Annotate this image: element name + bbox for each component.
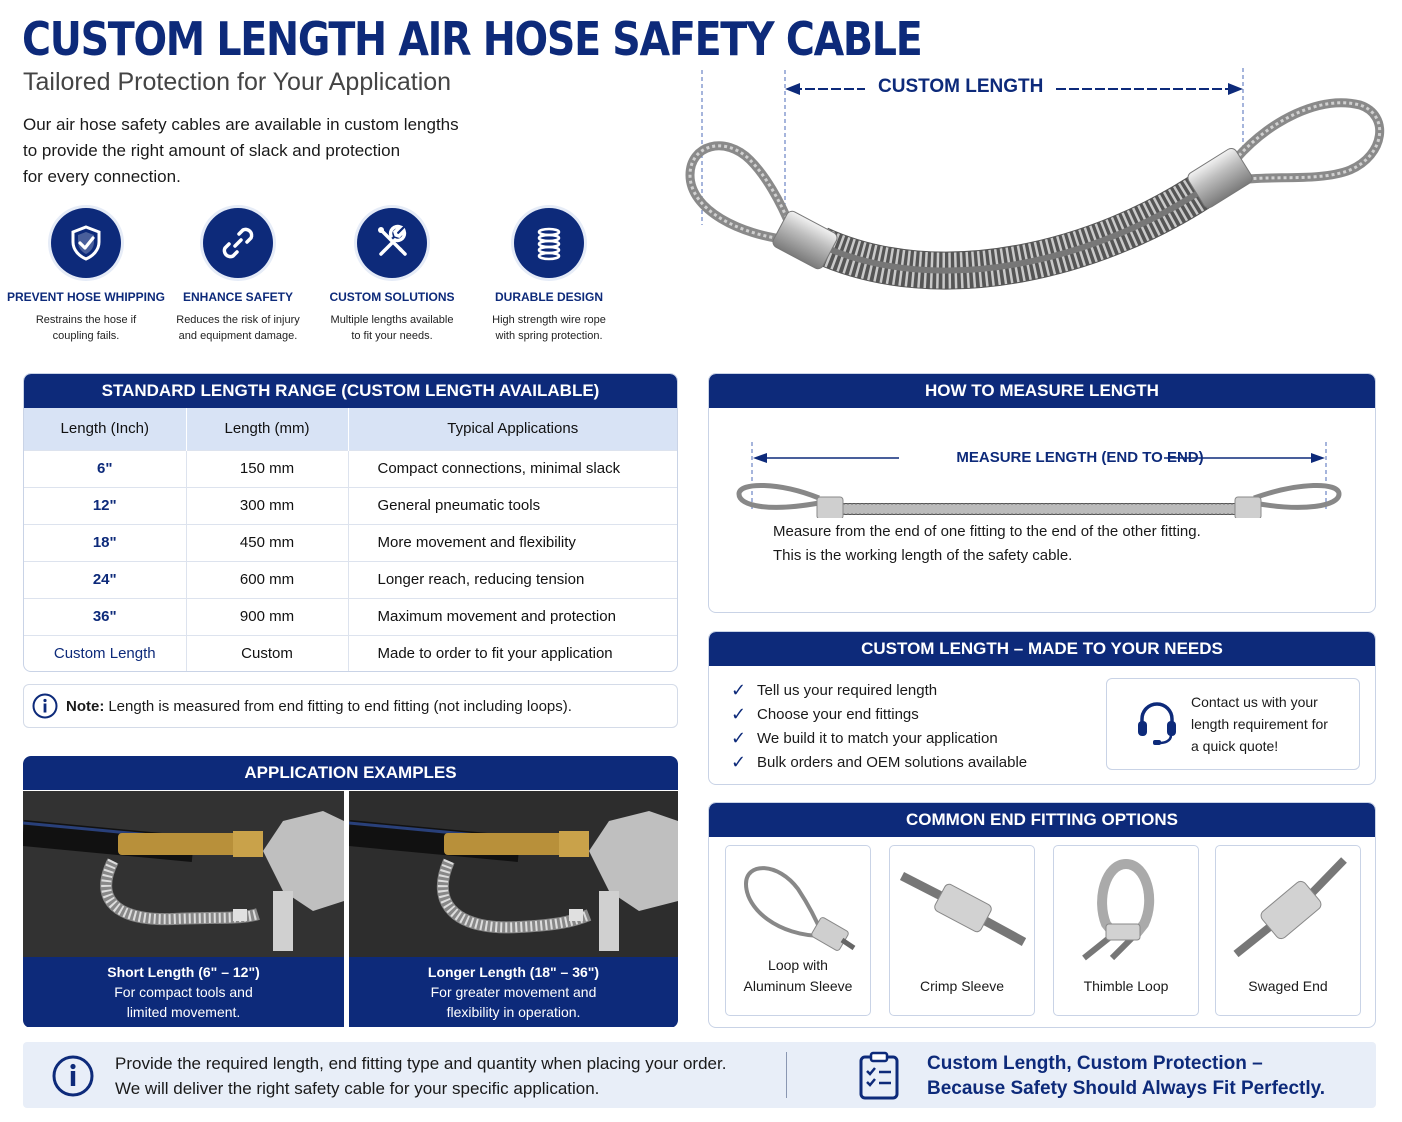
length-mm-cell: 600 mm (186, 561, 348, 598)
fitting-loop-aluminum-sleeve (725, 845, 871, 1016)
column-header: Typical Applications (348, 408, 677, 450)
length-inch-cell: 18" (24, 524, 186, 561)
banner-line: Provide the required length, end fitting type and quantity when placing your order. (115, 1054, 727, 1073)
application-cell: General pneumatic tools (348, 487, 677, 524)
length-inch-cell: 12" (24, 487, 186, 524)
how-to-measure-title: HOW TO MEASURE LENGTH (709, 374, 1375, 408)
headset-icon (1135, 701, 1179, 747)
list-item-label: Bulk orders and OEM solutions available (757, 753, 1028, 771)
info-icon (32, 693, 58, 719)
intro-line: Our air hose safety cables are available in custom lengths (23, 115, 459, 134)
fitting-label: Loop with (768, 957, 828, 973)
crimp-sleeve-icon (900, 866, 1026, 956)
shield-check-icon (51, 208, 121, 278)
slogan-line: Because Safety Should Always Fit Perfectly. (927, 1078, 1326, 1099)
banner-divider (786, 1052, 787, 1098)
application-cell: Compact connections, minimal slack (348, 450, 677, 487)
caption-title: Longer Length (18" – 36") (427, 964, 600, 980)
feature-title: DURABLE DESIGN (494, 290, 603, 304)
fitting-swaged-end (1215, 845, 1361, 1016)
fitting-label: Crimp Sleeve (919, 978, 1005, 994)
slogan-line: Custom Length, Custom Protection – (927, 1053, 1263, 1074)
table-row (24, 561, 677, 598)
measure-instructions (773, 520, 1201, 568)
contact-line: a quick quote! (1191, 738, 1279, 754)
check-icon: ✓ (731, 703, 747, 724)
table-row (24, 487, 677, 524)
feature-desc: and equipment damage. (178, 330, 298, 342)
loop-sleeve-icon (738, 854, 860, 954)
intro-line: to provide the right amount of slack and protection (23, 141, 401, 160)
custom-length-panel (708, 631, 1376, 785)
how-to-measure-panel (708, 373, 1376, 613)
length-inch-cell: Custom Length (24, 635, 186, 672)
application-cell: More movement and flexibility (348, 524, 677, 561)
list-item (731, 750, 1027, 774)
application-examples-panel (23, 756, 678, 1028)
length-inch-cell: 24" (24, 561, 186, 598)
table-row (24, 450, 677, 487)
banner-line: We will deliver the right safety cable for your specific application. (115, 1079, 600, 1098)
order-info-banner (23, 1042, 1376, 1108)
feature-desc: Reduces the risk of injury (176, 314, 300, 326)
thimble-loop-icon (1066, 854, 1188, 964)
fitting-options-panel (708, 802, 1376, 1028)
page-subtitle: Tailored Protection for Your Application (23, 68, 452, 96)
application-cell: Made to order to fit your application (348, 635, 677, 672)
caption-desc: For greater movement and (430, 984, 597, 1000)
length-mm-cell: 450 mm (186, 524, 348, 561)
feature-desc: coupling fails. (52, 330, 120, 342)
hero-cable-illustration (680, 60, 1400, 320)
note-text: Length is measured from end fitting to end fitting (not including loops). (108, 697, 572, 715)
info-icon (51, 1054, 95, 1098)
feature-desc: to fit your needs. (351, 330, 433, 342)
contact-line: length requirement for (1191, 716, 1328, 732)
length-table (24, 408, 677, 672)
contact-box (1106, 678, 1360, 770)
list-item-label: We build it to match your application (757, 729, 998, 747)
feature-desc: Multiple lengths available (330, 314, 454, 326)
measure-line: Measure from the end of one fitting to the end of the other fitting. (773, 523, 1201, 540)
short-length-caption (23, 957, 344, 1027)
list-item-label: Choose your end fittings (757, 705, 919, 723)
feature-title: ENHANCE SAFETY (182, 290, 293, 304)
page-title: CUSTOM LENGTH AIR HOSE SAFETY CABLE (22, 12, 922, 66)
length-inch-cell: 6" (24, 450, 186, 487)
clipboard-checklist-icon (857, 1050, 901, 1100)
table-row (24, 524, 677, 561)
feature-title: CUSTOM SOLUTIONS (329, 290, 455, 304)
application-cell: Maximum movement and protection (348, 598, 677, 635)
check-icon: ✓ (731, 679, 747, 700)
chain-link-icon (203, 208, 273, 278)
note-label: Note: (66, 697, 105, 715)
contact-line: Contact us with your (1191, 694, 1318, 710)
list-item (731, 726, 1027, 750)
fitting-thimble-loop (1053, 845, 1199, 1016)
length-mm-cell: 150 mm (186, 450, 348, 487)
table-row (24, 635, 677, 672)
feature-enhance-safety (158, 208, 318, 344)
feature-title: PREVENT HOSE WHIPPING (6, 290, 166, 304)
column-header: Length (Inch) (24, 408, 186, 450)
list-item-label: Tell us your required length (757, 681, 938, 699)
measure-line: This is the working length of the safety cable. (773, 547, 1073, 564)
length-mm-cell: 900 mm (186, 598, 348, 635)
application-cell: Longer reach, reducing tension (348, 561, 677, 598)
list-item (731, 678, 1027, 702)
caption-desc: flexibility in operation. (446, 1004, 581, 1020)
wrench-screwdriver-icon (357, 208, 427, 278)
custom-length-dimension-label: CUSTOM LENGTH (878, 76, 1044, 97)
caption-title: Short Length (6" – 12") (107, 964, 260, 980)
feature-durable-design (469, 208, 629, 344)
short-length-photo (23, 791, 344, 957)
measure-dimension-label: MEASURE LENGTH (END TO END) (956, 449, 1204, 466)
fitting-label: Swaged End (1248, 978, 1328, 994)
feature-custom-solutions (312, 208, 472, 344)
custom-length-title: CUSTOM LENGTH – MADE TO YOUR NEEDS (709, 632, 1375, 666)
fitting-label: Aluminum Sleeve (743, 978, 853, 994)
long-length-caption (349, 957, 678, 1027)
spring-coil-icon (514, 208, 584, 278)
caption-desc: limited movement. (126, 1004, 241, 1020)
application-examples-title: APPLICATION EXAMPLES (23, 756, 678, 790)
measurement-note (23, 684, 678, 728)
long-length-photo (349, 791, 678, 957)
list-item (731, 702, 1027, 726)
length-table-title: STANDARD LENGTH RANGE (CUSTOM LENGTH AVAILABLE) (24, 374, 677, 408)
caption-desc: For compact tools and (114, 984, 253, 1000)
length-mm-cell: 300 mm (186, 487, 348, 524)
length-table-panel (23, 373, 678, 672)
check-icon: ✓ (731, 751, 747, 772)
table-row (24, 598, 677, 635)
length-mm-cell: Custom (186, 635, 348, 672)
length-inch-cell: 36" (24, 598, 186, 635)
custom-checklist (731, 678, 1027, 774)
intro-text (23, 112, 493, 190)
feature-desc: High strength wire rope (492, 314, 606, 326)
feature-desc: with spring protection. (495, 330, 603, 342)
check-icon: ✓ (731, 727, 747, 748)
intro-line: for every connection. (23, 167, 181, 186)
swaged-end-icon (1226, 854, 1352, 964)
fitting-crimp-sleeve (889, 845, 1035, 1016)
feature-prevent-hose-whipping (6, 208, 166, 344)
feature-desc: Restrains the hose if (35, 314, 137, 326)
fitting-label: Thimble Loop (1083, 978, 1169, 994)
fitting-options-title: COMMON END FITTING OPTIONS (709, 803, 1375, 837)
column-header: Length (mm) (186, 408, 348, 450)
